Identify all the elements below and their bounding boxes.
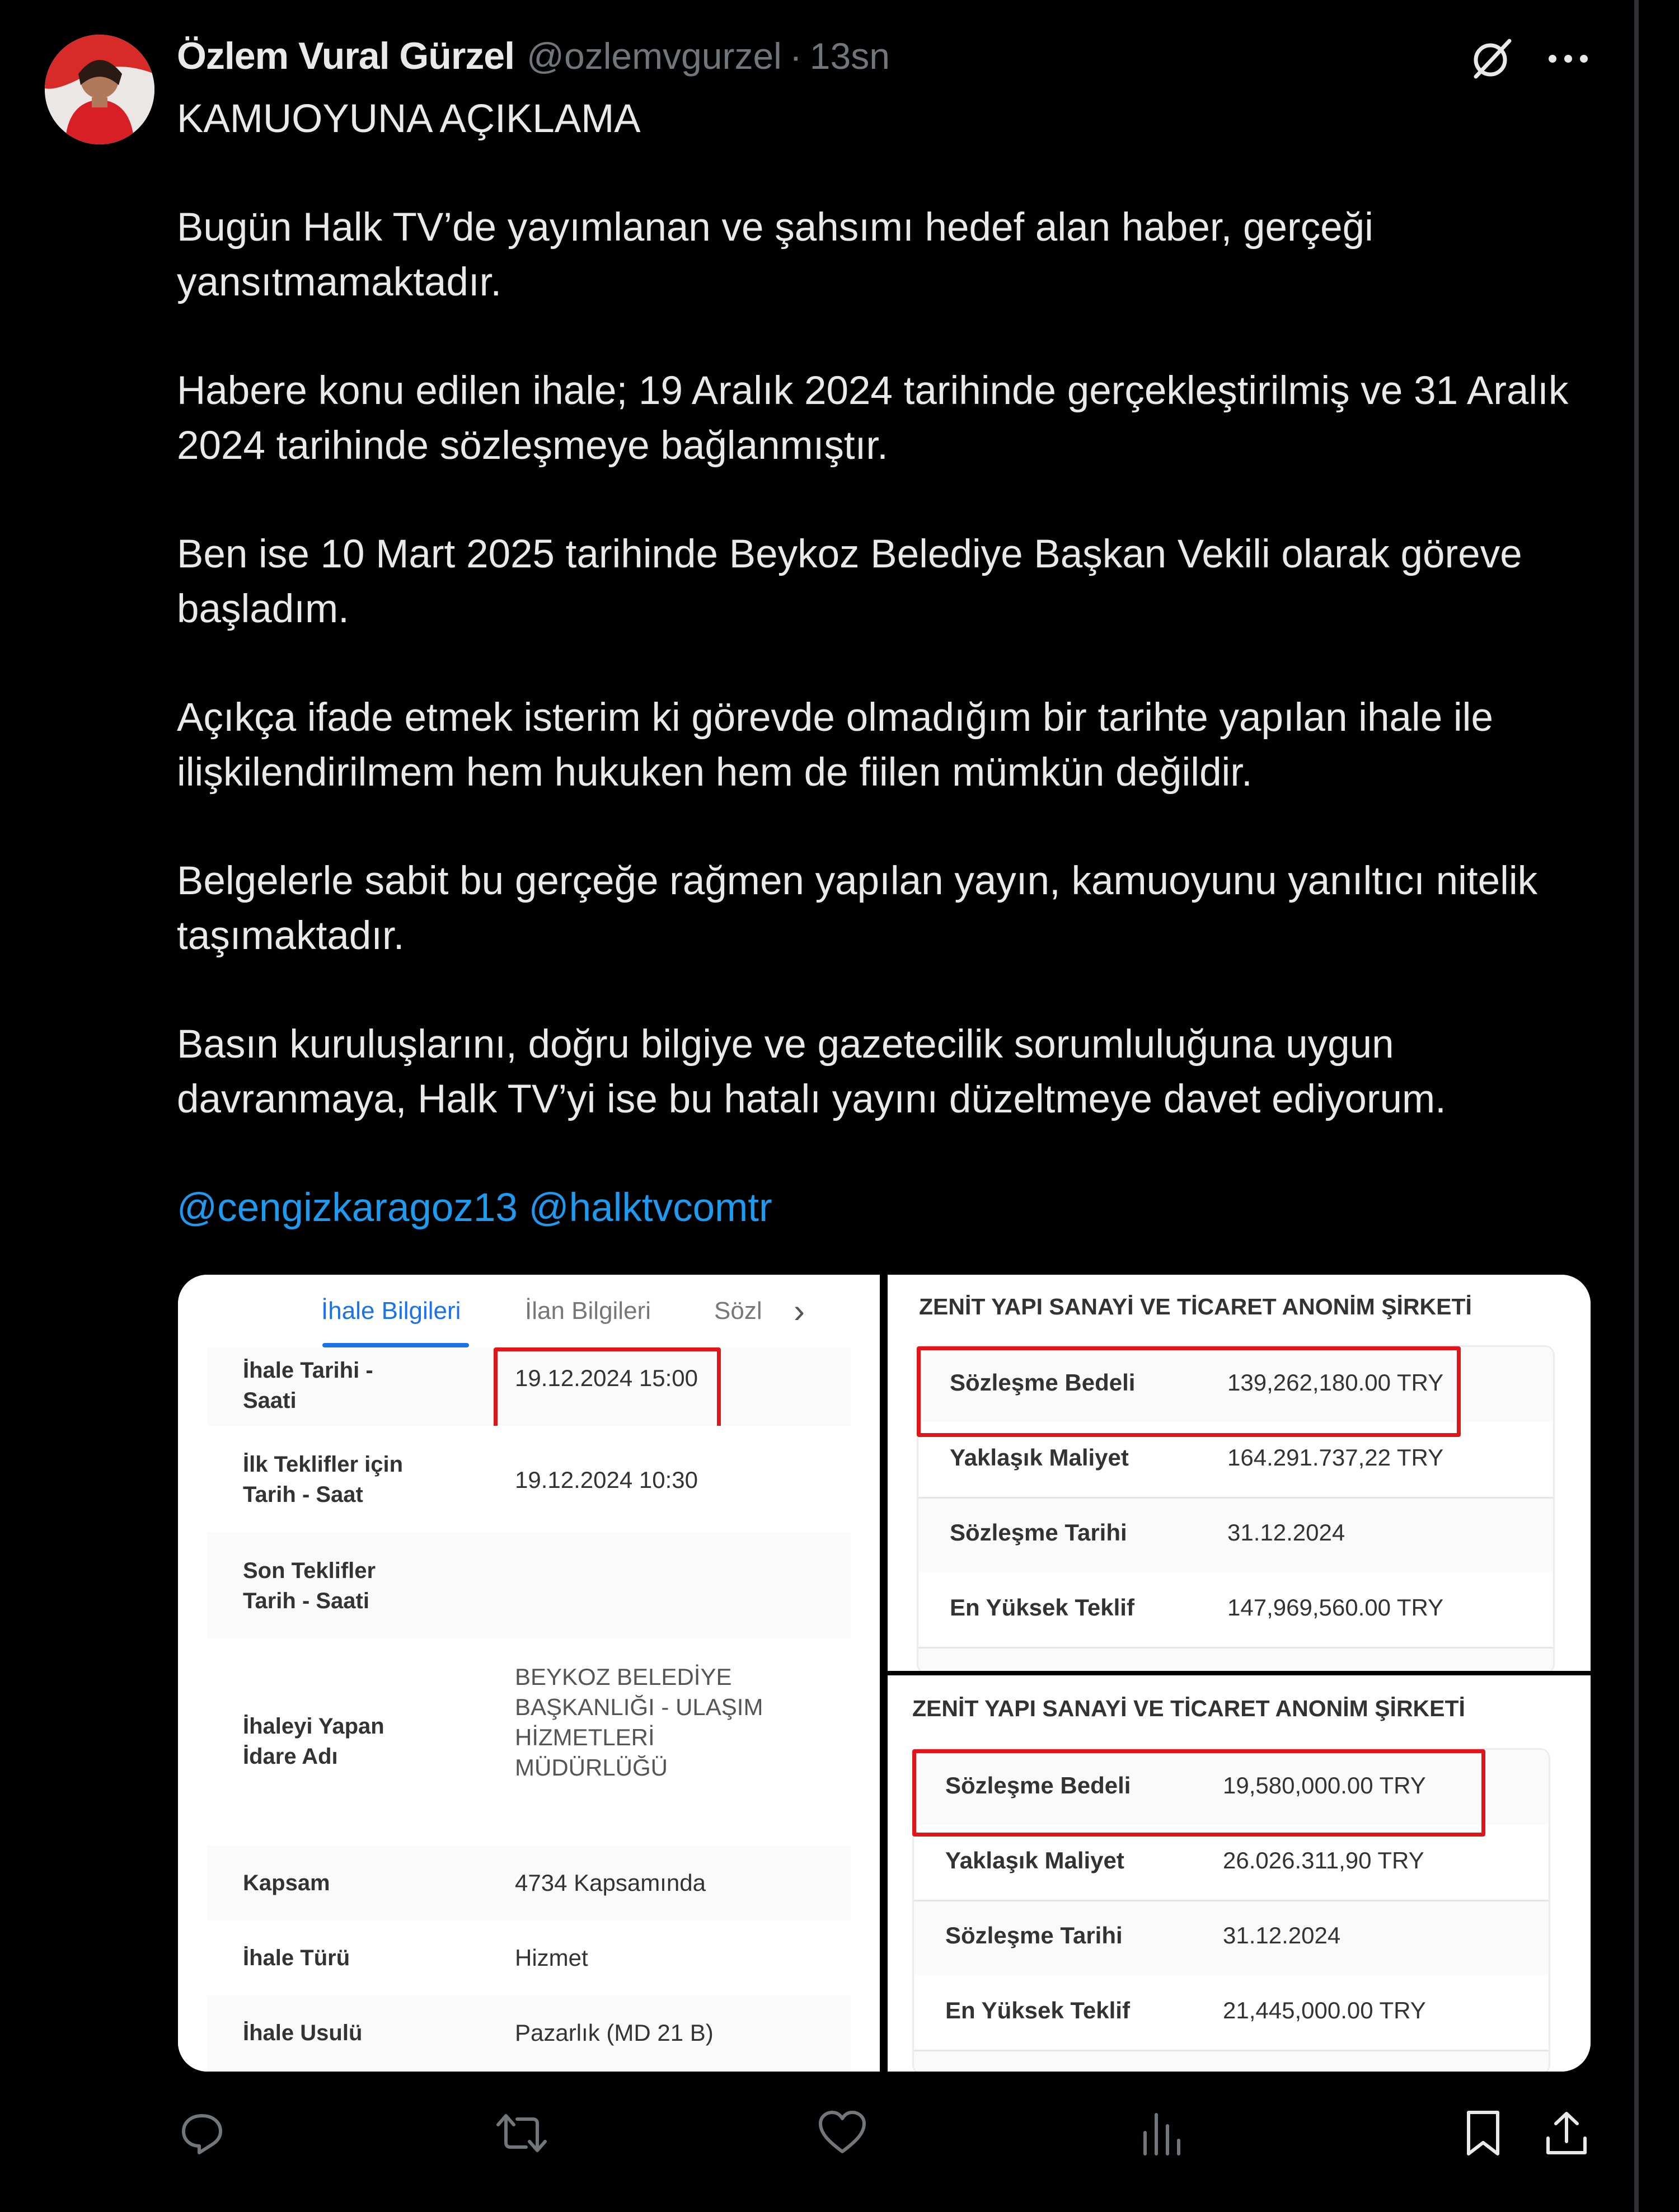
row-label: İhale Tarihi - Saati [243, 1358, 373, 1413]
bookmark-button[interactable] [1461, 2105, 1506, 2161]
avatar-image [45, 35, 154, 144]
tender-info-screenshot [178, 1275, 880, 2072]
row-value: Pazarlık (MD 21 B) [515, 2020, 714, 2046]
row-son-teklifler [207, 1532, 851, 1640]
contract-row [918, 1572, 1553, 1649]
active-tab-indicator [322, 1343, 469, 1347]
row-value: 19.12.2024 10:30 [515, 1467, 698, 1493]
user-handle[interactable]: @ozlemvgurzel [527, 35, 782, 77]
company-name: ZENİT YAPI SANAYİ VE TİCARET ANONİM ŞİRKETİ [912, 1696, 1465, 1721]
row-label: Kapsam [243, 1871, 330, 1895]
row-ihale-usulu [207, 1995, 851, 2072]
contract-row [918, 1497, 1553, 1574]
contract-value: 31.12.2024 [1223, 1922, 1341, 1948]
tab-ilan-bilgileri[interactable]: İlan Bilgileri [525, 1297, 651, 1325]
contract-value: 26.026.311,90 TRY [1223, 1847, 1424, 1873]
tweet-text [177, 92, 1632, 1289]
tweet-paragraph: Habere konu edilen ihale; 19 Aralık 2024 tarihinde gerçekleştirilmiş ve 31 Aralık 2024 tarihinde sözleşmeye bağlanmıştır. [177, 369, 1569, 468]
avatar[interactable] [45, 35, 154, 144]
tweet-paragraph: Basın kuruluşlarını, doğru bilgiye ve gazetecilik sorumluluğuna uygun davranmaya, Halk TV’yi ise bu hatalı yayını düzeltmeye davet ediyorum. [177, 1022, 1446, 1121]
contract-label: En Yüksek Teklif [950, 1594, 1134, 1621]
repost-button[interactable] [494, 2105, 550, 2161]
tweet-header [177, 34, 890, 78]
tweet-paragraph: Belgelerle sabit bu gerçeğe rağmen yapılan yayın, kamuoyunu yanıltıcı nitelik taşımaktadır. [177, 859, 1538, 958]
highlight-box [917, 1346, 1461, 1437]
panel-divider [888, 1671, 1591, 1675]
tab-ihale-bilgileri[interactable]: İhale Bilgileri [321, 1297, 461, 1325]
contract-value: 139,262,180.00 TRY [1227, 1369, 1444, 1396]
row-idare-adi [207, 1638, 851, 1847]
window-edge [1634, 0, 1639, 2212]
contract-value: 31.12.2024 [1227, 1519, 1345, 1546]
tweet-paragraph: Bugün Halk TV’de yayımlanan ve şahsımı hedef alan haber, gerçeği yansıtmamaktadır. [177, 205, 1373, 304]
tabs [178, 1275, 880, 1347]
chevron-right-icon[interactable]: › [794, 1292, 805, 1330]
share-button[interactable] [1542, 2105, 1591, 2161]
separator-dot: · [789, 35, 802, 77]
contract-row [914, 1900, 1549, 1976]
contract-row [914, 1975, 1549, 2051]
contract-label: Sözleşme Bedeli [950, 1369, 1136, 1396]
row-value: Hizmet [515, 1945, 588, 1971]
tweet-paragraph: Açıkça ifade etmek isterim ki görevde olmadığım bir tarihte yapılan ihale ile ilişkilendirilmem hem hukuken hem de fiilen mümkün değildir. [177, 696, 1493, 795]
contract-value: 19,580,000.00 TRY [1223, 1772, 1426, 1798]
row-kapsam [207, 1845, 851, 1922]
tab-sozlesme[interactable]: Sözl [714, 1297, 762, 1325]
grok-icon[interactable] [1466, 34, 1517, 84]
views-button[interactable] [1139, 2105, 1184, 2161]
share-icon [1542, 2108, 1591, 2158]
display-name[interactable]: Özlem Vural Gürzel [177, 35, 514, 77]
tweet-paragraph: KAMUOYUNA AÇIKLAMA [177, 97, 641, 141]
row-ihale-turu [207, 1920, 851, 1997]
highlight-box [912, 1749, 1485, 1837]
contract-label: Yaklaşık Maliyet [945, 1847, 1124, 1873]
contract-label: En Yüksek Teklif [945, 1997, 1130, 2023]
row-value: 19.12.2024 15:00 [515, 1365, 698, 1391]
contract-label: Sözleşme Tarihi [950, 1519, 1127, 1546]
row-label: İhale Türü [243, 1946, 350, 1970]
contract-screenshot-top [888, 1275, 1591, 1671]
repost-icon [494, 2108, 550, 2158]
contract-label: Sözleşme Bedeli [945, 1772, 1131, 1798]
row-ilk-teklifler [207, 1426, 851, 1534]
analytics-icon [1139, 2108, 1184, 2158]
reply-button[interactable] [177, 2105, 227, 2161]
row-value: BEYKOZ BELEDİYE BAŞKANLIĞI - ULAŞIM HİZMETLERİ MÜDÜRLÜĞÜ [515, 1664, 763, 1781]
bookmark-icon [1461, 2108, 1506, 2158]
contract-value: 164.291.737,22 TRY [1227, 1444, 1444, 1471]
contract-screenshot-bottom [888, 1675, 1591, 2072]
panel-divider [880, 1275, 888, 2072]
contract-value: 147,969,560.00 TRY [1227, 1594, 1444, 1621]
highlight-box [494, 1347, 721, 1434]
mention-links[interactable]: @cengizkaragoz13 @halktvcomtr [177, 1186, 772, 1230]
tweet-media[interactable] [178, 1275, 1591, 2072]
company-name: ZENİT YAPI SANAYİ VE TİCARET ANONİM ŞİRKETİ [919, 1294, 1472, 1319]
like-button[interactable] [816, 2105, 869, 2161]
more-options-icon[interactable] [1540, 34, 1596, 84]
row-label: İhale Usulü [243, 2021, 363, 2045]
contract-label: Sözleşme Tarihi [945, 1922, 1123, 1948]
contract-label: Yaklaşık Maliyet [950, 1444, 1129, 1471]
tweet-paragraph: Ben ise 10 Mart 2025 tarihinde Beykoz Belediye Başkan Vekili olarak göreve başladım. [177, 532, 1522, 631]
row-label: İlk Teklifler için Tarih - Saat [243, 1452, 404, 1507]
reply-icon [177, 2108, 227, 2158]
row-value: 4734 Kapsamında [515, 1870, 706, 1896]
timestamp[interactable]: 13sn [809, 35, 890, 77]
heart-icon [816, 2108, 869, 2158]
row-label: İhaleyi Yapan İdare Adı [243, 1714, 384, 1769]
contract-value: 21,445,000.00 TRY [1223, 1997, 1426, 2023]
row-label: Son Teklifler Tarih - Saati [243, 1558, 376, 1613]
